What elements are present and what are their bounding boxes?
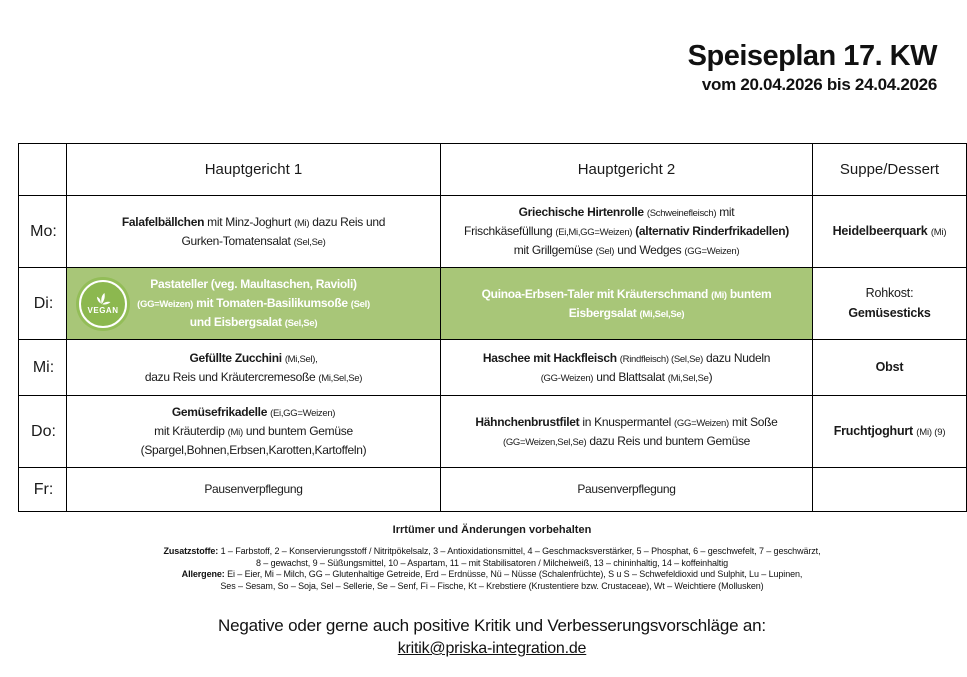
allergens-note-line-2: Ses – Sesam, So – Soja, Sel – Sellerie, Se – Senf, Fi – Fische, Kt – Krebstiere (Krustentiere bzw. Crustaceae), Wt – Weichtiere (Mollusken) bbox=[220, 580, 764, 591]
table-row-wednesday bbox=[19, 340, 967, 396]
additives-note-line-1: Zusatzstoffe: 1 – Farbstoff, 2 – Konservierungsstoff / Nitritpökelsalz, 3 – Antioxidationsmittel, 4 – Geschmacksverstärker, 5 – Phosphat, 6 – geschwefelt, 7 – geschwärzt, bbox=[163, 546, 821, 556]
feedback-block bbox=[18, 616, 966, 658]
dessert-cell-di: Rohkost: Gemüsesticks bbox=[813, 268, 967, 340]
day-label-thursday: Do: bbox=[19, 396, 67, 468]
column-header-hauptgericht-1: Hauptgericht 1 bbox=[67, 144, 441, 196]
page-subtitle: vom 20.04.2026 bis 24.04.2026 bbox=[701, 75, 937, 94]
dish-cell-mi-h1: Gefüllte Zucchini (Mi,Sel), dazu Reis und Kräutercremesoße (Mi,Sel,Se) bbox=[67, 340, 441, 396]
page-title: Speiseplan 17. KW bbox=[687, 40, 937, 72]
dish-cell-di-h2: Quinoa-Erbsen-Taler mit Kräuterschmand (Mi) buntem Eisbergsalat (Mi,Sel,Se) bbox=[441, 268, 813, 340]
feedback-text: Negative oder gerne auch positive Kritik und Verbesserungsvorschläge an: bbox=[218, 616, 766, 635]
dish-cell-do-h1: Gemüsefrikadelle (Ei,GG=Weizen) mit Kräuterdip (Mi) und buntem Gemüse (Spargel,Bohnen,Erbsen,Karotten,Kartoffeln) bbox=[67, 396, 441, 468]
title-block bbox=[688, 40, 937, 95]
day-label-tuesday: Di: bbox=[19, 268, 67, 340]
footnotes-block bbox=[18, 546, 966, 592]
dessert-cell-do: Fruchtjoghurt (Mi) (9) bbox=[813, 396, 967, 468]
vegan-badge-label: VEGAN bbox=[87, 306, 119, 315]
column-header-hauptgericht-2: Hauptgericht 2 bbox=[441, 144, 813, 196]
dish-cell-fr-h2: Pausenverpflegung bbox=[441, 468, 813, 512]
additives-note-line-2: 8 – gewachst, 9 – Süßungsmittel, 10 – Aspartam, 11 – mit Stabilisatoren / Milcheiweiß, 13 – chininhaltig, 14 – koffeinhaltig bbox=[255, 557, 729, 568]
dessert-cell-mi: Obst bbox=[813, 340, 967, 396]
column-header-suppe-dessert: Suppe/Dessert bbox=[813, 144, 967, 196]
dish-cell-mo-h1: Falafelbällchen mit Minz-Joghurt (Mi) dazu Reis und Gurken-Tomatensalat (Sel,Se) bbox=[67, 196, 441, 268]
day-label-friday: Fr: bbox=[19, 468, 67, 512]
dish-text-di-h1: Pastateller (veg. Maultaschen, Ravioli) (GG=Weizen) mit Tomaten-Basilikumsoße (Sel) und Eisbergsalat (Sel,Se) bbox=[137, 277, 370, 329]
table-row-monday bbox=[19, 196, 967, 268]
allergens-note-line-1: Allergene: Ei – Eier, Mi – Milch, GG – Glutenhaltige Getreide, Erd – Erdnüsse, Nü – Nüsse (Schalenfrüchte), S u S – Schwefeldioxid und Sulphit, Lu – Lupinen, bbox=[181, 569, 803, 579]
day-label-monday: Mo: bbox=[19, 196, 67, 268]
feedback-email-link[interactable]: kritik@priska-integration.de bbox=[397, 640, 587, 657]
table-row-thursday bbox=[19, 396, 967, 468]
dish-cell-do-h2: Hähnchenbrustfilet in Knuspermantel (GG=Weizen) mit Soße (GG=Weizen,Sel,Se) dazu Reis und buntem Gemüse bbox=[441, 396, 813, 468]
dish-cell-mo-h2: Griechische Hirtenrolle (Schweinefleisch) mit Frischkäsefüllung (Ei,Mi,GG=Weizen) (alternativ Rinderfrikadellen) mit Grillgemüse (Sel) und Wedges (GG=Weizen) bbox=[441, 196, 813, 268]
disclaimer-text: Irrtümer und Änderungen vorbehalten bbox=[392, 524, 592, 536]
dish-cell-mi-h2: Haschee mit Hackfleisch (Rindfleisch) (Sel,Se) dazu Nudeln (GG-Weizen) und Blattsalat (Mi,Sel,Se) bbox=[441, 340, 813, 396]
table-row-friday bbox=[19, 468, 967, 512]
dish-cell-di-h1 bbox=[67, 268, 441, 340]
vegan-badge bbox=[79, 280, 127, 328]
dessert-cell-mo: Heidelbeerquark (Mi) bbox=[813, 196, 967, 268]
table-row-tuesday bbox=[19, 268, 967, 340]
day-label-wednesday: Mi: bbox=[19, 340, 67, 396]
leaf-icon bbox=[94, 292, 112, 306]
dish-cell-fr-h1: Pausenverpflegung bbox=[67, 468, 441, 512]
menu-table bbox=[18, 143, 967, 512]
column-header-day bbox=[19, 144, 67, 196]
dessert-cell-fr bbox=[813, 468, 967, 512]
table-header-row bbox=[19, 144, 967, 196]
